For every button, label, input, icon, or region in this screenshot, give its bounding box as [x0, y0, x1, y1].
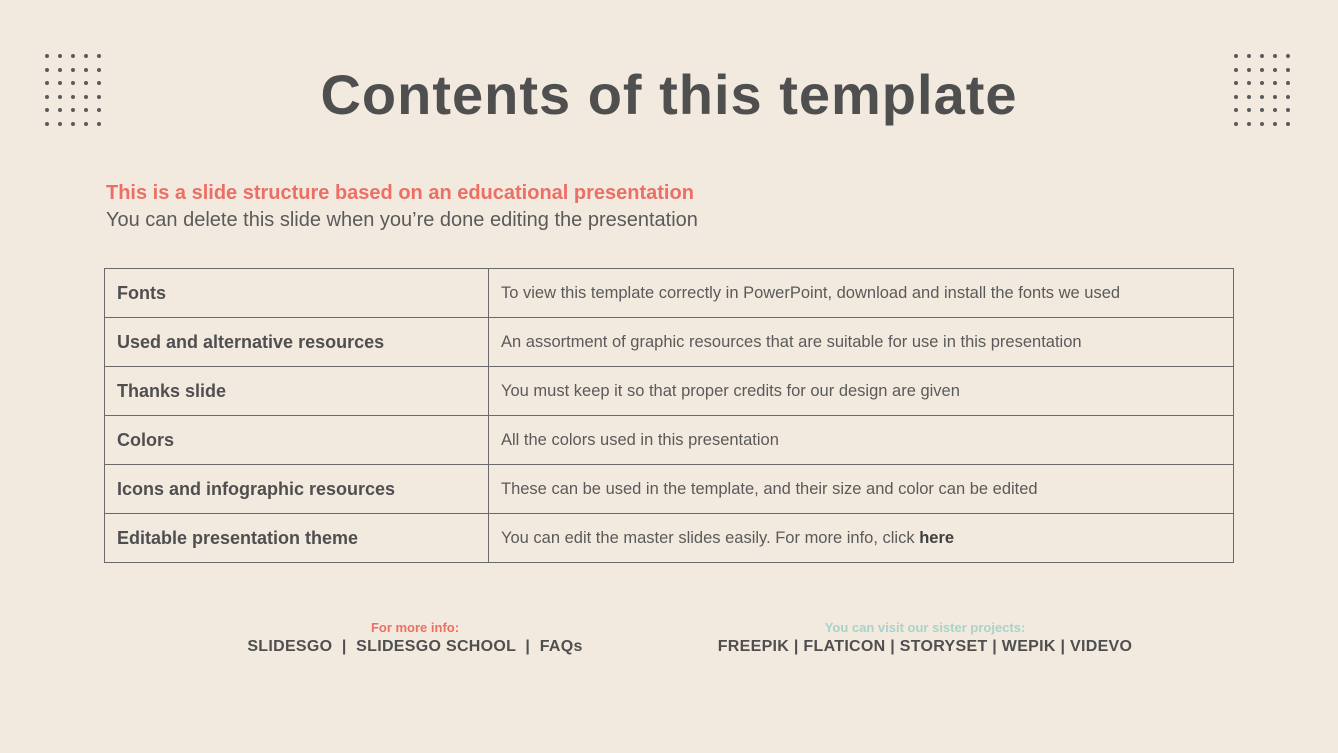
row-value: [489, 514, 1234, 563]
footer-more-info-links[interactable]: SLIDESGO | SLIDESGO SCHOOL | FAQs: [247, 638, 583, 655]
row-value: An assortment of graphic resources that are suitable for use in this presentation: [489, 318, 1234, 367]
row-key: Icons and infographic resources: [105, 465, 489, 514]
dot: [97, 54, 101, 58]
row-key: Fonts: [105, 269, 489, 318]
dot: [58, 54, 62, 58]
dot: [1247, 54, 1251, 58]
footer-sister-projects: [700, 620, 1150, 656]
row-key: Used and alternative resources: [105, 318, 489, 367]
dot: [45, 54, 49, 58]
table-row: [105, 269, 1234, 318]
footer-more-info-label: For more info:: [370, 620, 460, 635]
table-row: [105, 416, 1234, 465]
row-key: Thanks slide: [105, 367, 489, 416]
table-row: [105, 465, 1234, 514]
dot: [1286, 54, 1290, 58]
row-key: Colors: [105, 416, 489, 465]
row-value: You must keep it so that proper credits for our design are given: [489, 367, 1234, 416]
dot: [1273, 54, 1277, 58]
row-value: These can be used in the template, and their size and color can be edited: [489, 465, 1234, 514]
dot: [1260, 54, 1264, 58]
table-row: [105, 318, 1234, 367]
here-link[interactable]: here: [919, 528, 955, 547]
page-title: Contents of this template: [320, 63, 1018, 126]
dot: [84, 54, 88, 58]
subtitle: This is a slide structure based on an educational presentation: [106, 182, 694, 204]
dot: [1234, 54, 1238, 58]
footer-sister-projects-links[interactable]: FREEPIK | FLATICON | STORYSET | WEPIK | VIDEVO: [717, 638, 1133, 655]
subtitle-secondary: You can delete this slide when you’re done editing the presentation: [106, 209, 698, 231]
table-row: [105, 514, 1234, 563]
table-row: [105, 367, 1234, 416]
row-value-text: You can edit the master slides easily. For more info, click: [501, 528, 920, 547]
dot: [71, 54, 75, 58]
footer-sister-projects-label: You can visit our sister projects:: [824, 620, 1026, 635]
footer-more-info: [220, 620, 610, 656]
contents-table: [104, 268, 1234, 563]
row-value: All the colors used in this presentation: [489, 416, 1234, 465]
row-value: To view this template correctly in PowerPoint, download and install the fonts we used: [489, 269, 1234, 318]
row-key: Editable presentation theme: [105, 514, 489, 563]
